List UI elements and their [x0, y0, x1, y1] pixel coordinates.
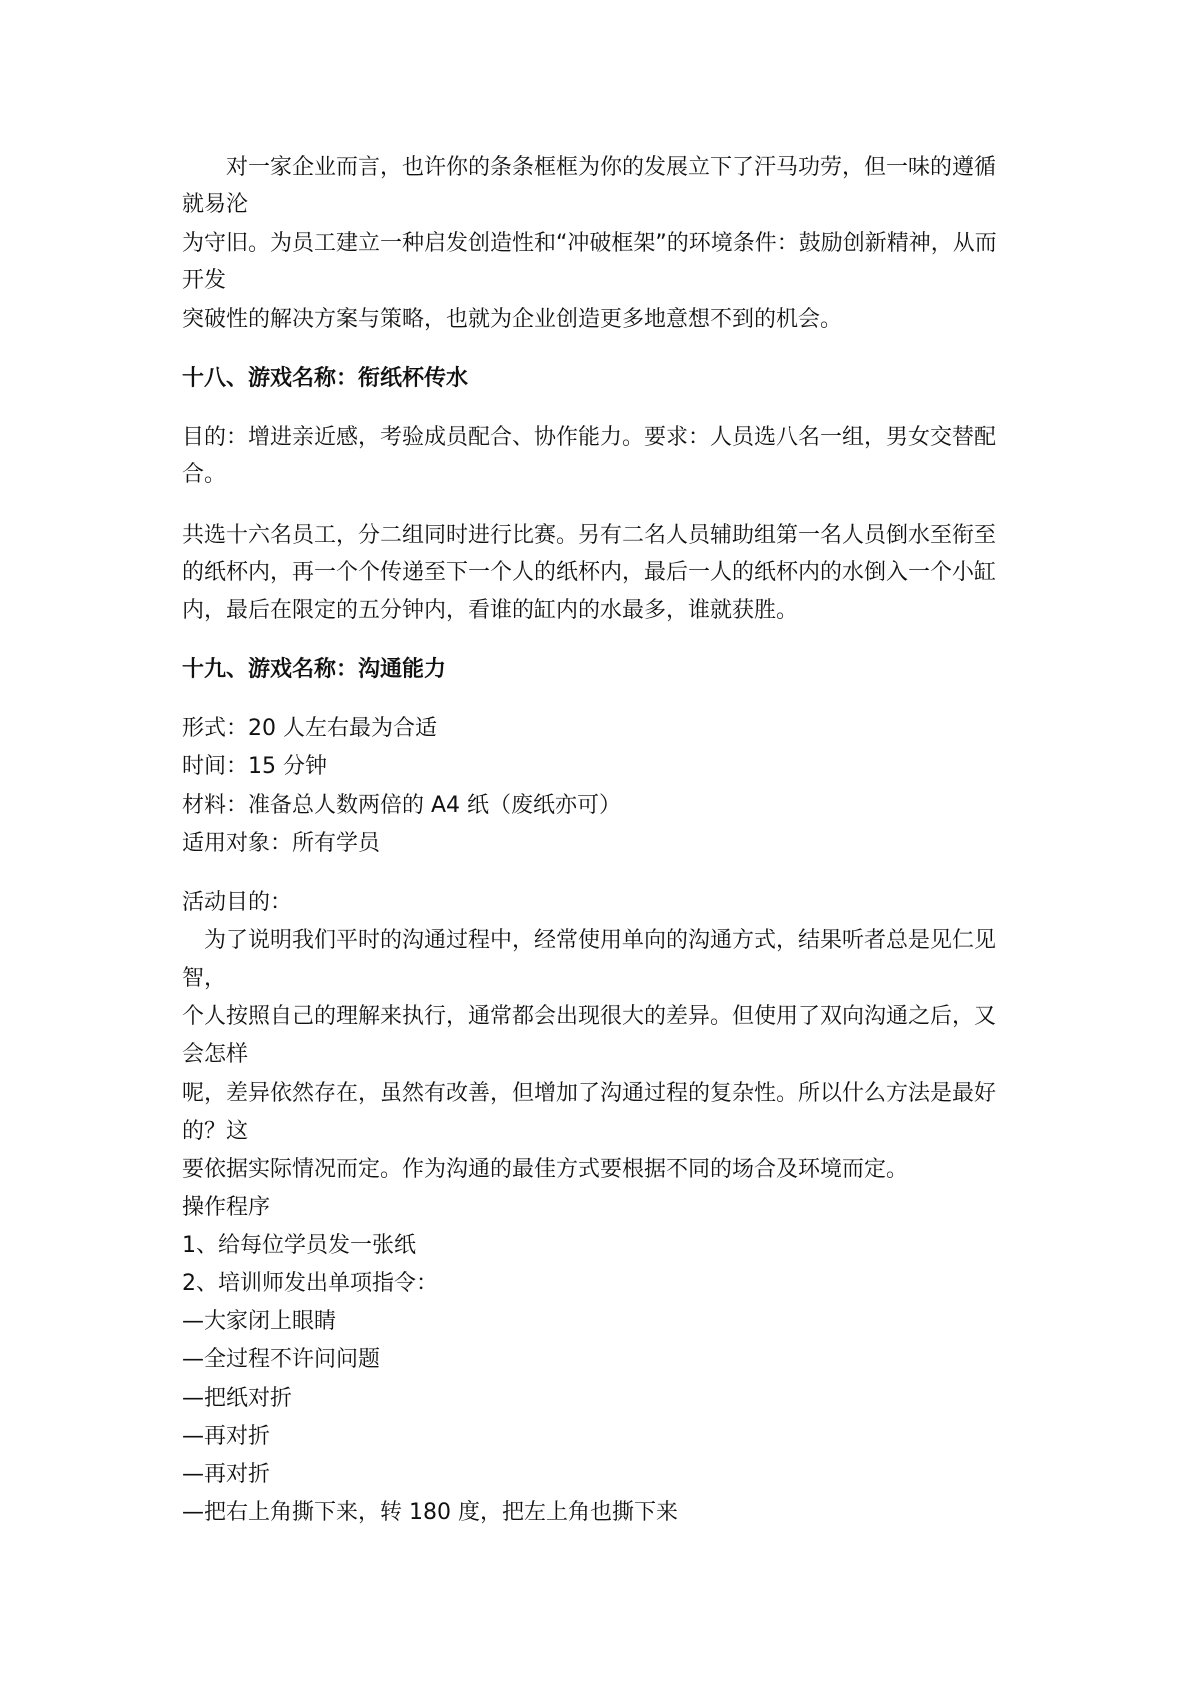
section-19-heading: 十九、游戏名称：沟通能力: [182, 657, 447, 682]
intro-line-2: 就易沦: [182, 192, 249, 217]
section-19-goal-line-1: 为了说明我们平时的沟通过程中，经常使用单向的沟通方式，结果听者总是见仁见: [182, 928, 997, 953]
intro-line-4: 开发: [182, 268, 227, 293]
section-19-procedure-line-3: —大家闭上眼睛: [182, 1309, 337, 1334]
section-19-procedure-line-7: —再对折: [182, 1462, 271, 1487]
section-18-rule-line-3: 内，最后在限定的五分钟内，看谁的缸内的水最多，谁就获胜。: [182, 598, 799, 623]
section-19-procedure-line-4: —全过程不许问问题: [182, 1347, 381, 1372]
section-18-rule-line-2: 的纸杯内，再一个个传递至下一个人的纸杯内，最后一人的纸杯内的水倒入一个小缸: [182, 560, 997, 585]
section-19-procedure-line-1: 1、给每位学员发一张纸: [182, 1233, 416, 1258]
section-19-goal-label: 活动目的：: [182, 890, 293, 915]
section-19-procedure-line-8: —把右上角撕下来，转 180 度，把左上角也撕下来: [182, 1500, 678, 1525]
section-19-procedure-line-6: —再对折: [182, 1424, 271, 1449]
section-19-info-line-1: 形式：20 人左右最为合适: [182, 716, 437, 741]
section-19-goal-line-7: 要依据实际情况而定。作为沟通的最佳方式要根据不同的场合及环境而定。: [182, 1157, 909, 1182]
section-19-procedure-label: 操作程序: [182, 1195, 271, 1220]
section-19-goal-line-2: 智，: [182, 966, 227, 991]
section-19-info-line-3: 材料：准备总人数两倍的 A4 纸（废纸亦可）: [182, 793, 622, 818]
section-19-procedure-line-2: 2、培训师发出单项指令：: [182, 1271, 438, 1296]
section-19-info-line-4: 适用对象：所有学员: [182, 831, 381, 856]
intro-line-3: 为守旧。为员工建立一种启发创造性和“冲破框架”的环境条件：鼓励创新精神，从而: [182, 231, 997, 256]
section-19-procedure-line-5: —把纸对折: [182, 1386, 293, 1411]
section-19-goal-line-4: 会怎样: [182, 1042, 249, 1067]
intro-line-5: 突破性的解决方案与策略，也就为企业创造更多地意想不到的机会。: [182, 307, 843, 332]
intro-line-1: 对一家企业而言，也许你的条条框框为你的发展立下了汗马功劳，但一味的遵循: [182, 155, 997, 180]
section-19-goal-line-5: 呢，差异依然存在，虽然有改善，但增加了沟通过程的复杂性。所以什么方法是最好: [182, 1081, 997, 1106]
section-18-rule-line-1: 共选十六名员工，分二组同时进行比赛。另有二名人员辅助组第一名人员倒水至衔至: [182, 523, 997, 548]
section-19-goal-line-3: 个人按照自己的理解来执行，通常都会出现很大的差异。但使用了双向沟通之后，又: [182, 1004, 997, 1029]
section-19-info-line-2: 时间：15 分钟: [182, 754, 327, 779]
section-18-heading: 十八、游戏名称：衔纸杯传水: [182, 366, 469, 391]
section-18-purpose-line-1: 目的：增进亲近感，考验成员配合、协作能力。要求：人员选八名一组，男女交替配: [182, 425, 997, 450]
section-19-goal-line-6: 的？这: [182, 1119, 249, 1144]
section-18-purpose-line-2: 合。: [182, 462, 227, 487]
